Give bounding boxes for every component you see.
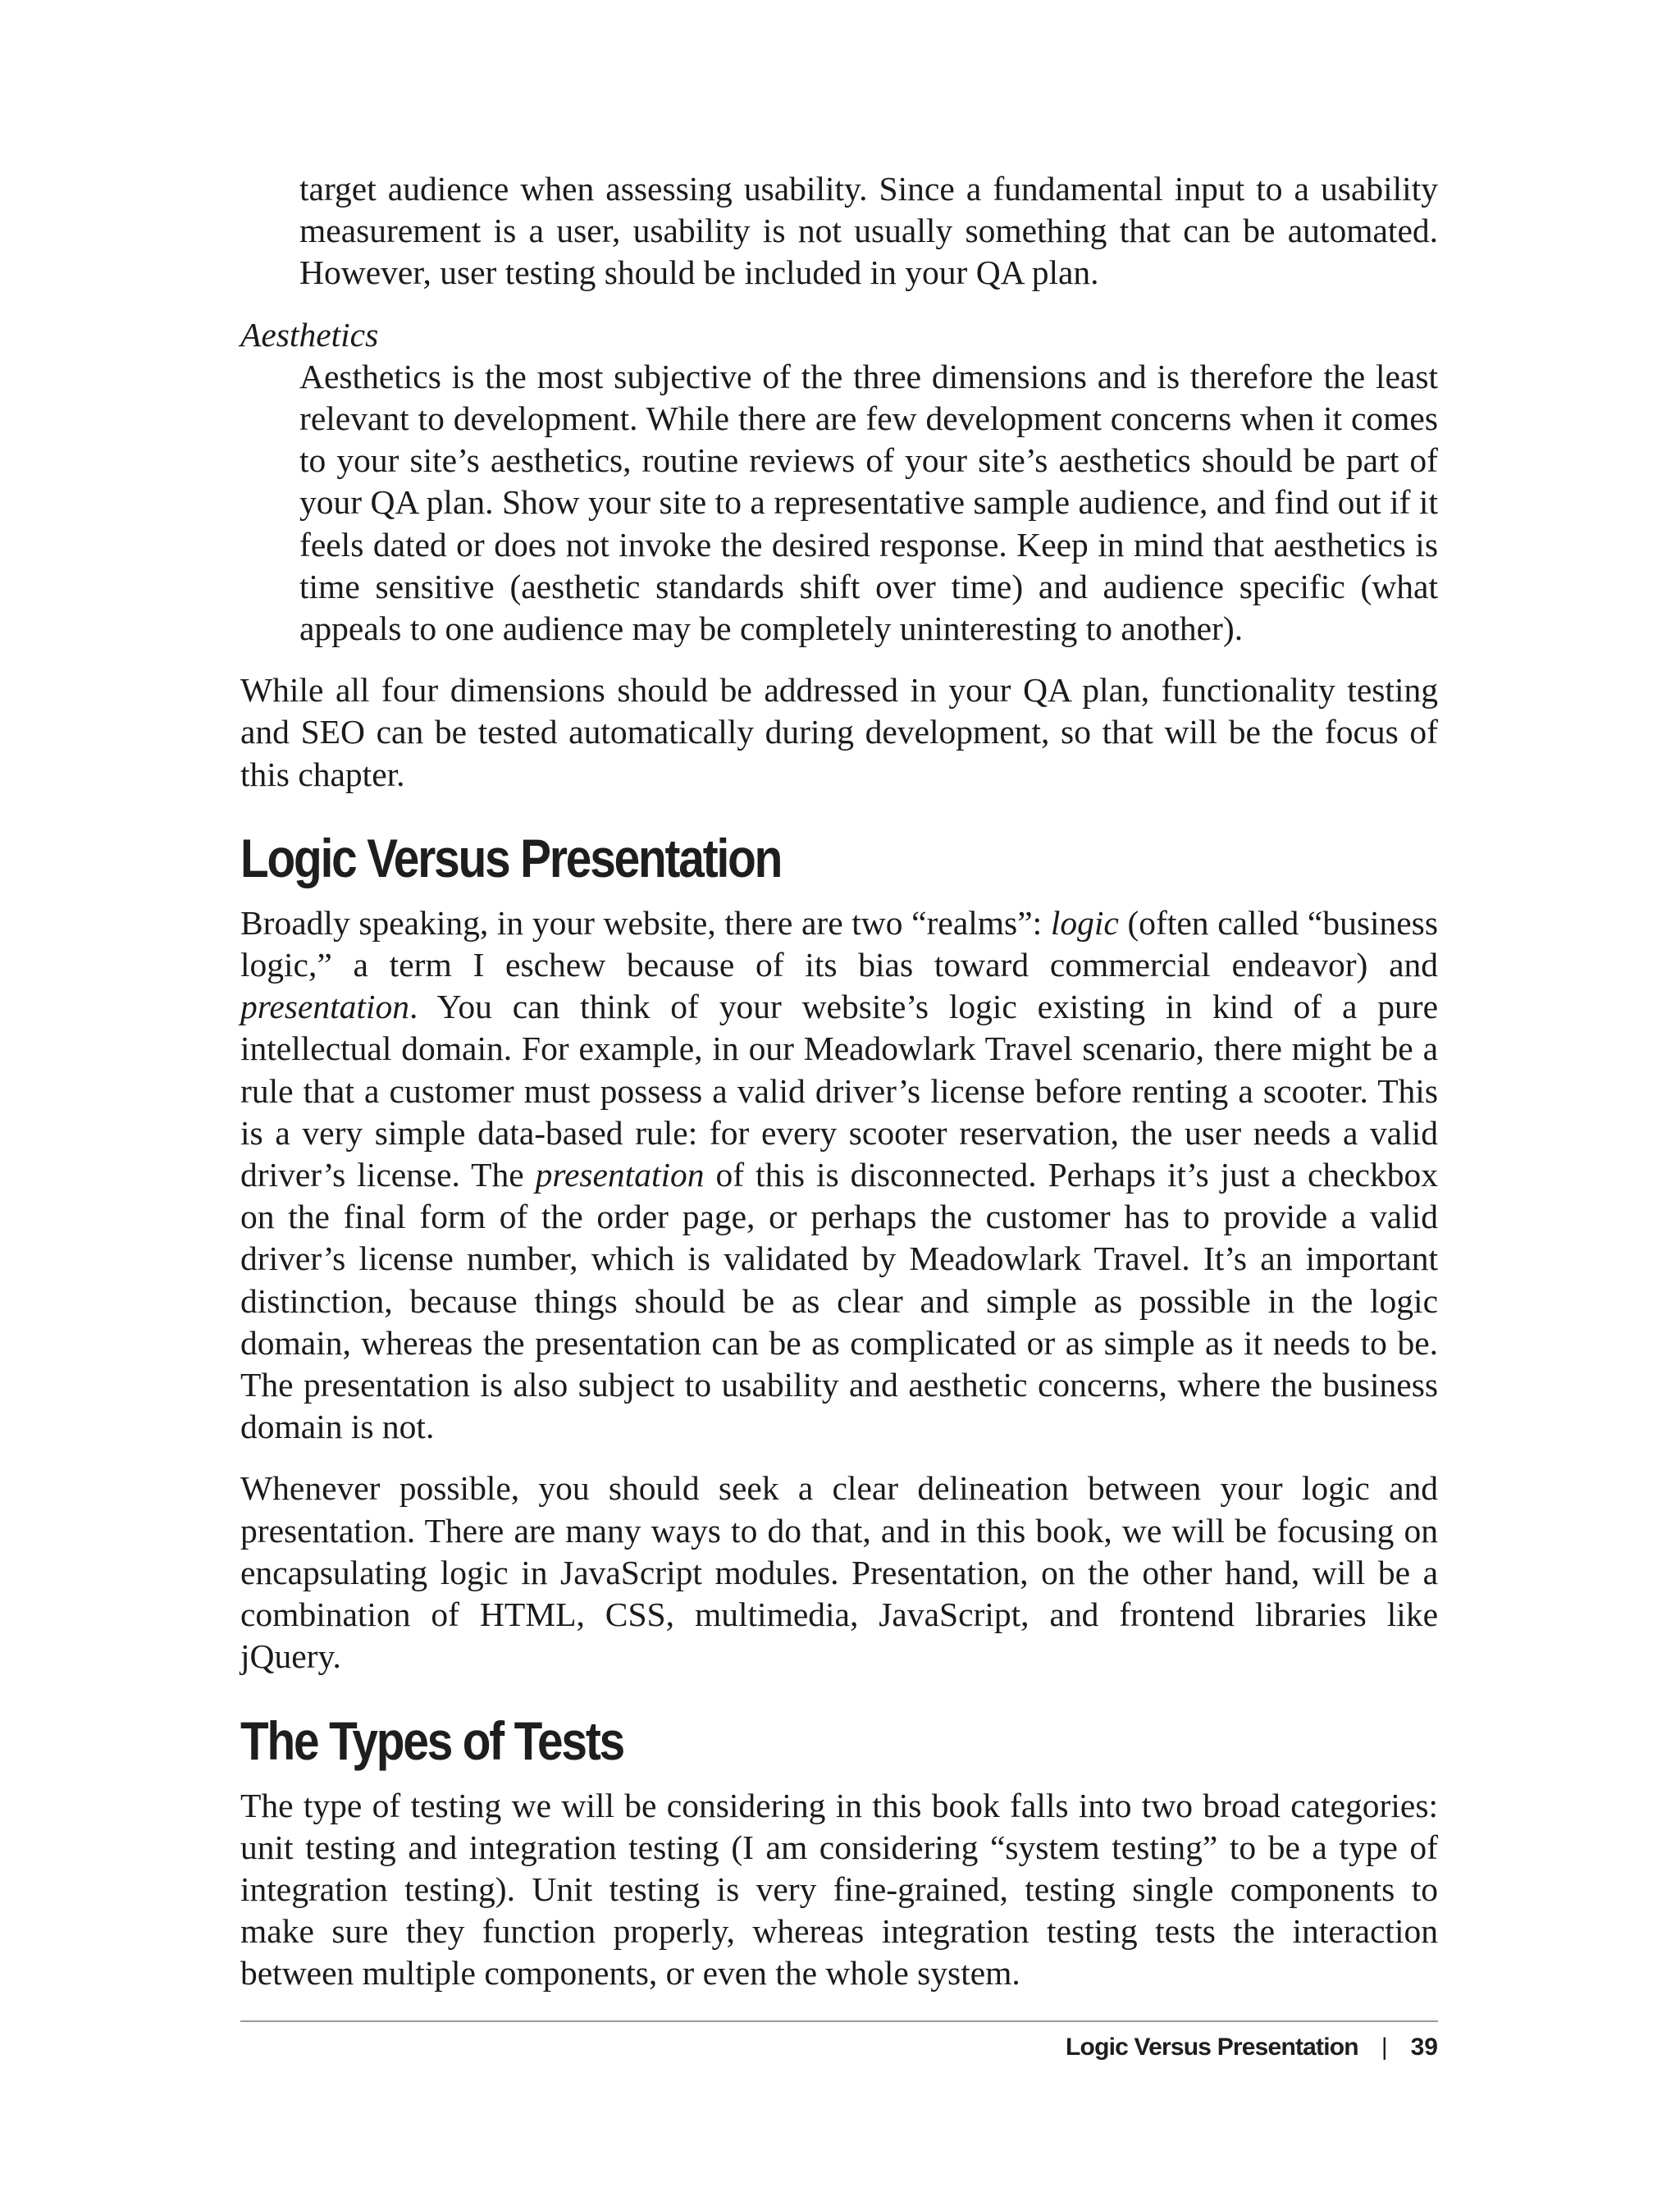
logic-p1-text-c: . You can think of your website’s logic existing in kind of a pure intellectual domain. For example, in our Meadowlark Travel scenario, there might be a rule that a customer must possess a valid driver’s license before renting a scooter. This is a very simple data-based rule: for every scooter reservation, the user needs a valid driver’s license. The — [240, 988, 1438, 1194]
section-heading-logic-vs-presentation: Logic Versus Presentation — [240, 827, 782, 888]
logic-p1-text-a: Broadly speaking, in your website, there are two “realms”: — [240, 903, 1051, 942]
footer-divider — [240, 2020, 1438, 2022]
page-body — [240, 168, 1438, 1995]
logic-p1-emphasis-presentation-2: presentation — [535, 1156, 705, 1194]
tests-paragraph-1: The type of testing we will be considering in this book falls into two broad categories: unit testing and integration testing (I am considering “system testing” to be a type of integration testing). Unit testing is very fine-grained, testing single components to make sure they function properly, whereas integration testing tests the interaction between multiple components, or even the whole system. — [240, 1786, 1438, 1993]
section-heading-types-of-tests: The Types of Tests — [240, 1710, 623, 1771]
aesthetics-definition: Aesthetics is the most subjective of the three dimensions and is therefore the least relevant to development. While there are few development concerns when it comes to your site’s aesthetics, routine reviews of your site’s aesthetics should be part of your QA plan. Show your site to a representative sample audience, and find out if it feels dated or does not invoke the desired response. Keep in mind that aesthetics is time sensitive (aesthetic standards shift over time) and audience specific (what appeals to one audience may be completely uninteresting to another). — [299, 357, 1438, 648]
running-footer — [1066, 2031, 1438, 2064]
logic-p1-text-d: of this is disconnected. Perhaps it’s just a checkbox on the final form of the order page, or perhaps the customer has to provide a valid driver’s license number, which is validated by Meadowlark Travel. It’s an important distinction, because things should be as clear and simple as possible in the logic domain, whereas the presentation can be as complicated or as simple as it needs to be. The presentation is also subject to usability and aesthetic concerns, where the business domain is not. — [240, 1156, 1438, 1446]
logic-p1-emphasis-presentation: presentation — [240, 988, 409, 1026]
page-number: 39 — [1410, 2034, 1438, 2061]
usability-definition-continuation: target audience when assessing usability. Since a fundamental input to a usability measurement is a user, usability is not usually something that can be automated. However, user testing should be included in your QA plan. — [299, 170, 1438, 292]
summary-paragraph: While all four dimensions should be addressed in your QA plan, functionality testing and SEO can be tested automatically during development, so that will be the focus of this chapter. — [240, 671, 1438, 793]
logic-p1-emphasis-logic: logic — [1050, 903, 1119, 942]
logic-p1-text-b: (often called “business logic,” a term I eschew because of its bias toward commercial endeavor) and — [240, 903, 1438, 984]
logic-paragraph-1 — [240, 902, 1438, 1449]
aesthetics-term: Aesthetics — [240, 315, 379, 354]
footer-chapter-title: Logic Versus Presentation — [1066, 2034, 1358, 2061]
footer-separator: | — [1381, 2034, 1388, 2061]
logic-paragraph-2: Whenever possible, you should seek a clear delineation between your logic and presentation. There are many ways to do that, and in this book, we will be focusing on encapsulating logic in JavaScript modules. Presentation, on the other hand, will be a combination of HTML, CSS, multimedia, JavaScript, and frontend libraries like jQuery. — [240, 1469, 1438, 1676]
